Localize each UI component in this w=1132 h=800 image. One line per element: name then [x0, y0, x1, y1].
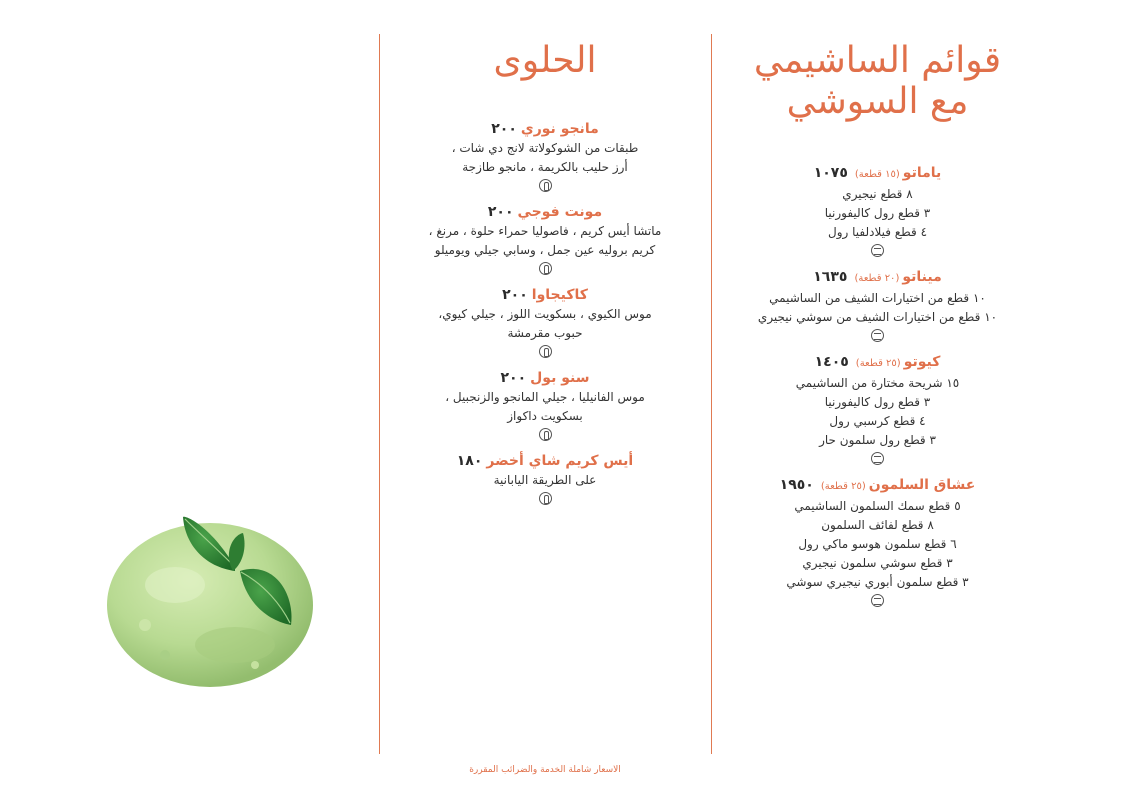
menu-item-description-line: حبوب مقرمشة — [507, 326, 583, 341]
menu-item-price: ٢٠٠ — [487, 204, 514, 221]
green-tea-ice-cream-image — [105, 505, 320, 690]
dessert-cup-icon — [539, 345, 552, 358]
menu-item-header — [410, 368, 680, 388]
menu-item-description-line: ماتشا أيس كريم ، فاصوليا حمراء حلوة ، مرنغ ، — [428, 224, 662, 239]
menu-item-description-line: ١٠ قطع من اختيارات الشيف من الساشيمي — [769, 290, 986, 305]
menu-item-header — [410, 202, 680, 222]
menu-item-price: ١٩٥٠ — [779, 476, 814, 493]
menu-item-header — [410, 119, 680, 139]
menu-item-description-line: بسكويت داكواز — [507, 409, 583, 424]
sushi-column — [740, 40, 1015, 617]
menu-item-pieces: (٢٥ قطعة) — [820, 480, 866, 492]
menu-item — [740, 352, 1015, 465]
menu-item-description-line: موس الفانيليا ، جيلي المانجو والزنجبيل ، — [445, 390, 645, 405]
dessert-cup-icon — [539, 262, 552, 275]
menu-item-pieces: (٢٥ قطعة) — [855, 357, 901, 369]
menu-item-price: ١٨٠ — [456, 453, 483, 470]
menu-item — [410, 119, 680, 192]
sushi-title-line2: مع السوشي — [786, 81, 969, 123]
menu-item-name: مانجو نوري — [520, 121, 599, 138]
menu-item-name: أيس كريم شاي أخضر — [486, 453, 634, 470]
menu-item — [410, 202, 680, 275]
sushi-roll-icon — [871, 329, 884, 342]
menu-item-description-line: ٣ قطع رول سلمون حار — [819, 432, 936, 447]
menu-item — [740, 267, 1015, 342]
menu-item-name: ياماتو — [902, 164, 942, 181]
menu-item-description-line: كريم بروليه عين جمل ، وسابي جيلي ويوميلو — [434, 243, 656, 258]
menu-item-description-line: ١٠ قطع من اختيارات الشيف من سوشي نيجيري — [757, 309, 998, 324]
sushi-list — [740, 163, 1015, 607]
prices-note: الاسعار شاملة الخدمة والضرائب المقررة — [469, 765, 621, 775]
menu-item-name: ميناتو — [902, 268, 942, 285]
menu-item-price: ١٤٠٥ — [814, 353, 849, 370]
menu-item-name: عشاق السلمون — [868, 476, 976, 493]
dessert-cup-icon — [539, 492, 552, 505]
menu-item — [740, 163, 1015, 257]
dessert-cup-icon — [539, 428, 552, 441]
menu-item-name: مونت فوجي — [517, 204, 603, 221]
menu-item-description-line: ٨ قطع لفائف السلمون — [821, 517, 934, 532]
menu-item-description-line: ٨ قطع نيجيري — [842, 186, 913, 201]
menu-item-description-line: ٣ قطع رول كاليفورنيا — [824, 205, 931, 220]
menu-item-price: ٢٠٠ — [502, 287, 528, 304]
menu-item-header — [740, 163, 1015, 185]
sushi-roll-icon — [871, 452, 884, 465]
menu-item-name: كاكيجاوا — [531, 287, 588, 304]
menu-item — [410, 451, 680, 505]
menu-item-pieces: (١٥ قطعة) — [854, 168, 900, 180]
menu-item-pieces: (٢٠ قطعة) — [854, 272, 900, 284]
menu-item-header — [740, 267, 1015, 289]
menu-item-header — [410, 285, 680, 305]
right-divider — [711, 34, 712, 754]
menu-item-description-line: طبقات من الشوكولاتة لانج دي شات ، — [451, 141, 639, 156]
menu-item-description-line: ٣ قطع رول كاليفورنيا — [824, 394, 931, 409]
menu-item-name: كيوتو — [903, 353, 941, 370]
menu-item-price: ١٠٧٥ — [813, 164, 848, 181]
menu-item — [740, 475, 1015, 607]
menu-item-description-line: موس الكيوي ، بسكويت اللوز ، جيلي كيوي، — [438, 307, 652, 322]
menu-item-description-line: أرز حليب بالكريمة ، مانجو طازجة — [462, 160, 628, 175]
sushi-title — [740, 40, 1015, 123]
menu-item-description-line: ٣ قطع سوشي سلمون نيجيري — [802, 555, 953, 570]
sushi-title-line1: قوائم الساشيمي — [753, 40, 1002, 81]
desserts-list — [410, 119, 680, 505]
sushi-roll-icon — [871, 244, 884, 257]
menu-item-description-line: ٤ قطع فيلادلفيا رول — [827, 224, 928, 239]
menu-item — [410, 368, 680, 441]
desserts-column — [410, 40, 680, 515]
dessert-cup-icon — [539, 179, 552, 192]
sushi-roll-icon — [871, 594, 884, 607]
menu-item-header — [410, 451, 680, 471]
menu-item-name: سنو بول — [530, 370, 590, 387]
menu-item-price: ١٦٣٥ — [813, 268, 848, 285]
menu-item-price: ٢٠٠ — [500, 370, 527, 387]
menu-item-description-line: على الطريقة اليابانية — [493, 473, 597, 488]
menu-item-description-line: ٦ قطع سلمون هوسو ماكي رول — [798, 536, 957, 551]
left-divider — [379, 34, 380, 754]
menu-item — [410, 285, 680, 358]
menu-item-price: ٢٠٠ — [491, 121, 517, 138]
menu-item-header — [740, 352, 1015, 374]
menu-item-description-line: ٣ قطع سلمون أبوري نيجيري سوشي — [786, 574, 969, 589]
menu-item-description-line: ٤ قطع كرسبي رول — [829, 413, 926, 428]
menu-item-description-line: ١٥ شريحة مختارة من الساشيمي — [795, 375, 960, 390]
menu-item-header — [740, 475, 1015, 497]
menu-item-description-line: ٥ قطع سمك السلمون الساشيمي — [794, 498, 961, 513]
desserts-title: الحلوى — [493, 40, 597, 81]
